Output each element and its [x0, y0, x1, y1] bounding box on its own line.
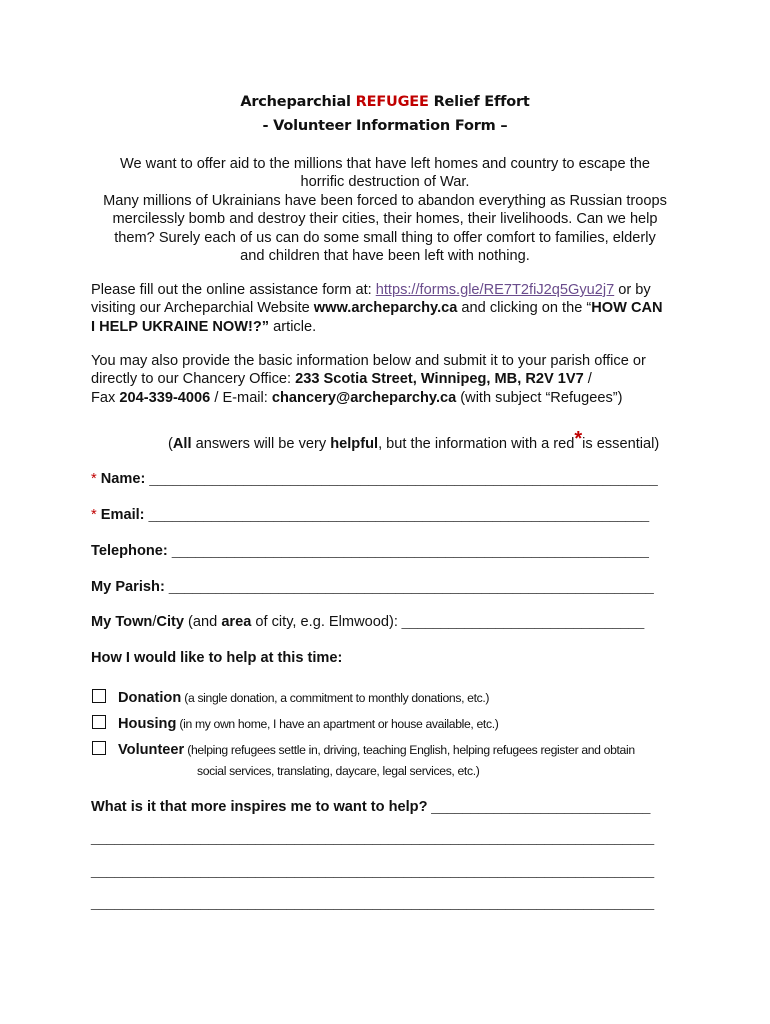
intro-line: We want to offer aid to the millions that have left homes and country to escape the: [119, 156, 650, 172]
inspire-blank-line[interactable]: ________________________________________________________________________: [91, 830, 654, 846]
housing-detail: (in my own home, I have an apartment or house available, etc.): [176, 717, 499, 731]
inspire-blank-line[interactable]: ________________________________________________________________________: [91, 863, 654, 879]
title-prefix: Archeparchial: [240, 94, 356, 110]
chancery-email: chancery@archeparchy.ca: [271, 389, 457, 406]
town-input-line[interactable]: _______________________________: [397, 614, 644, 630]
parish-label: My Parish:: [91, 579, 165, 595]
volunteer-detail: (helping refugees settle in, driving, teaching English, helping refugees register and obtain: [184, 743, 635, 757]
email-input-line[interactable]: ________________________________________________________________: [148, 507, 649, 523]
intro-line: them? Surely each of us can do some small thing to offer comfort to families, elderly: [114, 229, 656, 246]
submit-line: You may also provide the basic information below and submit it to your parish office or: [91, 353, 646, 369]
email-subject-note: (with subject “Refugees”): [456, 389, 623, 406]
telephone-input-line[interactable]: _____________________________________________________________: [171, 543, 649, 559]
online-text: and clicking on the “: [457, 300, 592, 317]
fax-number: 204-339-4006: [119, 389, 211, 406]
volunteer-checkbox[interactable]: [92, 741, 106, 755]
required-star-icon: *: [574, 428, 583, 450]
form-subtitle: - Volunteer Information Form –: [262, 118, 508, 134]
required-mark: *: [91, 507, 97, 523]
parish-field[interactable]: [91, 579, 654, 595]
name-input-line[interactable]: _________________________________________________________________: [149, 471, 658, 487]
housing-label: Housing: [118, 716, 177, 732]
intro-paragraph: [90, 155, 680, 265]
essential-note: [168, 428, 688, 454]
online-text: article.: [269, 318, 317, 335]
inspire-blank-line[interactable]: ________________________________________________________________________: [91, 895, 654, 911]
inspire-question: What is it that more inspires me to want to help?: [91, 799, 428, 815]
online-form-paragraph: [91, 281, 691, 336]
note-text: (: [168, 436, 173, 452]
parish-input-line[interactable]: ______________________________________________________________: [168, 579, 654, 595]
website-text: www.archeparchy.ca: [313, 300, 458, 317]
note-text: , but the information with a red: [378, 436, 575, 452]
required-mark: *: [91, 471, 97, 487]
donation-option[interactable]: [92, 689, 489, 706]
volunteer-option[interactable]: [92, 741, 635, 758]
housing-option[interactable]: [92, 715, 498, 732]
housing-checkbox[interactable]: [92, 715, 106, 729]
donation-checkbox[interactable]: [92, 689, 106, 703]
town-note: (and: [183, 614, 222, 630]
city-label: City: [156, 614, 184, 630]
submit-text: /: [583, 371, 592, 388]
note-text: is essential): [582, 436, 660, 452]
fax-label: Fax: [91, 389, 120, 406]
online-form-link[interactable]: https://forms.gle/RE7T2fiJ2q5Gyu2j7: [375, 282, 615, 298]
online-text: or by: [614, 282, 651, 298]
article-title: I HELP UKRAINE NOW!?”: [91, 318, 270, 335]
note-all: All: [172, 436, 192, 452]
name-label: Name:: [100, 471, 146, 487]
help-heading: How I would like to help at this time:: [91, 650, 343, 666]
chancery-address: 233 Scotia Street, Winnipeg, MB, R2V 1V7: [295, 371, 584, 388]
donation-detail: (a single donation, a commitment to monthly donations, etc.): [181, 691, 490, 705]
volunteer-label: Volunteer: [118, 742, 185, 758]
title-suffix: Relief Effort: [428, 94, 530, 110]
town-area-word: area: [221, 614, 252, 630]
note-text: answers will be very: [191, 436, 331, 452]
submit-paragraph: [91, 352, 691, 407]
intro-line: horrific destruction of War.: [300, 174, 470, 191]
email-label: / E-mail:: [210, 389, 272, 406]
inspire-input-line[interactable]: ____________________________: [427, 799, 651, 815]
email-field-label: Email:: [100, 507, 145, 523]
submit-text: directly to our Chancery Office:: [91, 371, 296, 388]
inspire-field[interactable]: [91, 799, 650, 815]
town-note: of city, e.g. Elmwood):: [251, 614, 398, 630]
form-title: [0, 94, 770, 110]
donation-label: Donation: [118, 690, 182, 706]
online-text: visiting our Archeparchial Website: [91, 300, 314, 317]
town-field[interactable]: [91, 614, 644, 630]
telephone-field[interactable]: [91, 543, 649, 559]
intro-line: and children that have been left with nothing.: [240, 248, 530, 265]
email-field[interactable]: [91, 507, 649, 523]
town-slash: /: [152, 614, 157, 630]
intro-line: Many millions of Ukrainians have been forced to abandon everything as Russian troops: [103, 192, 667, 209]
online-text: Please fill out the online assistance form at:: [91, 282, 376, 298]
volunteer-detail-continued: social services, translating, daycare, legal services, etc.): [197, 764, 480, 778]
note-helpful: helpful: [330, 436, 379, 452]
intro-line: mercilessly bomb and destroy their cities, their homes, their livelihoods. Can we help: [112, 211, 658, 228]
name-field[interactable]: [91, 471, 658, 487]
telephone-label: Telephone:: [91, 543, 168, 559]
town-label: My Town: [91, 614, 153, 630]
title-highlight: REFUGEE: [355, 94, 429, 110]
article-title: HOW CAN: [591, 300, 663, 317]
